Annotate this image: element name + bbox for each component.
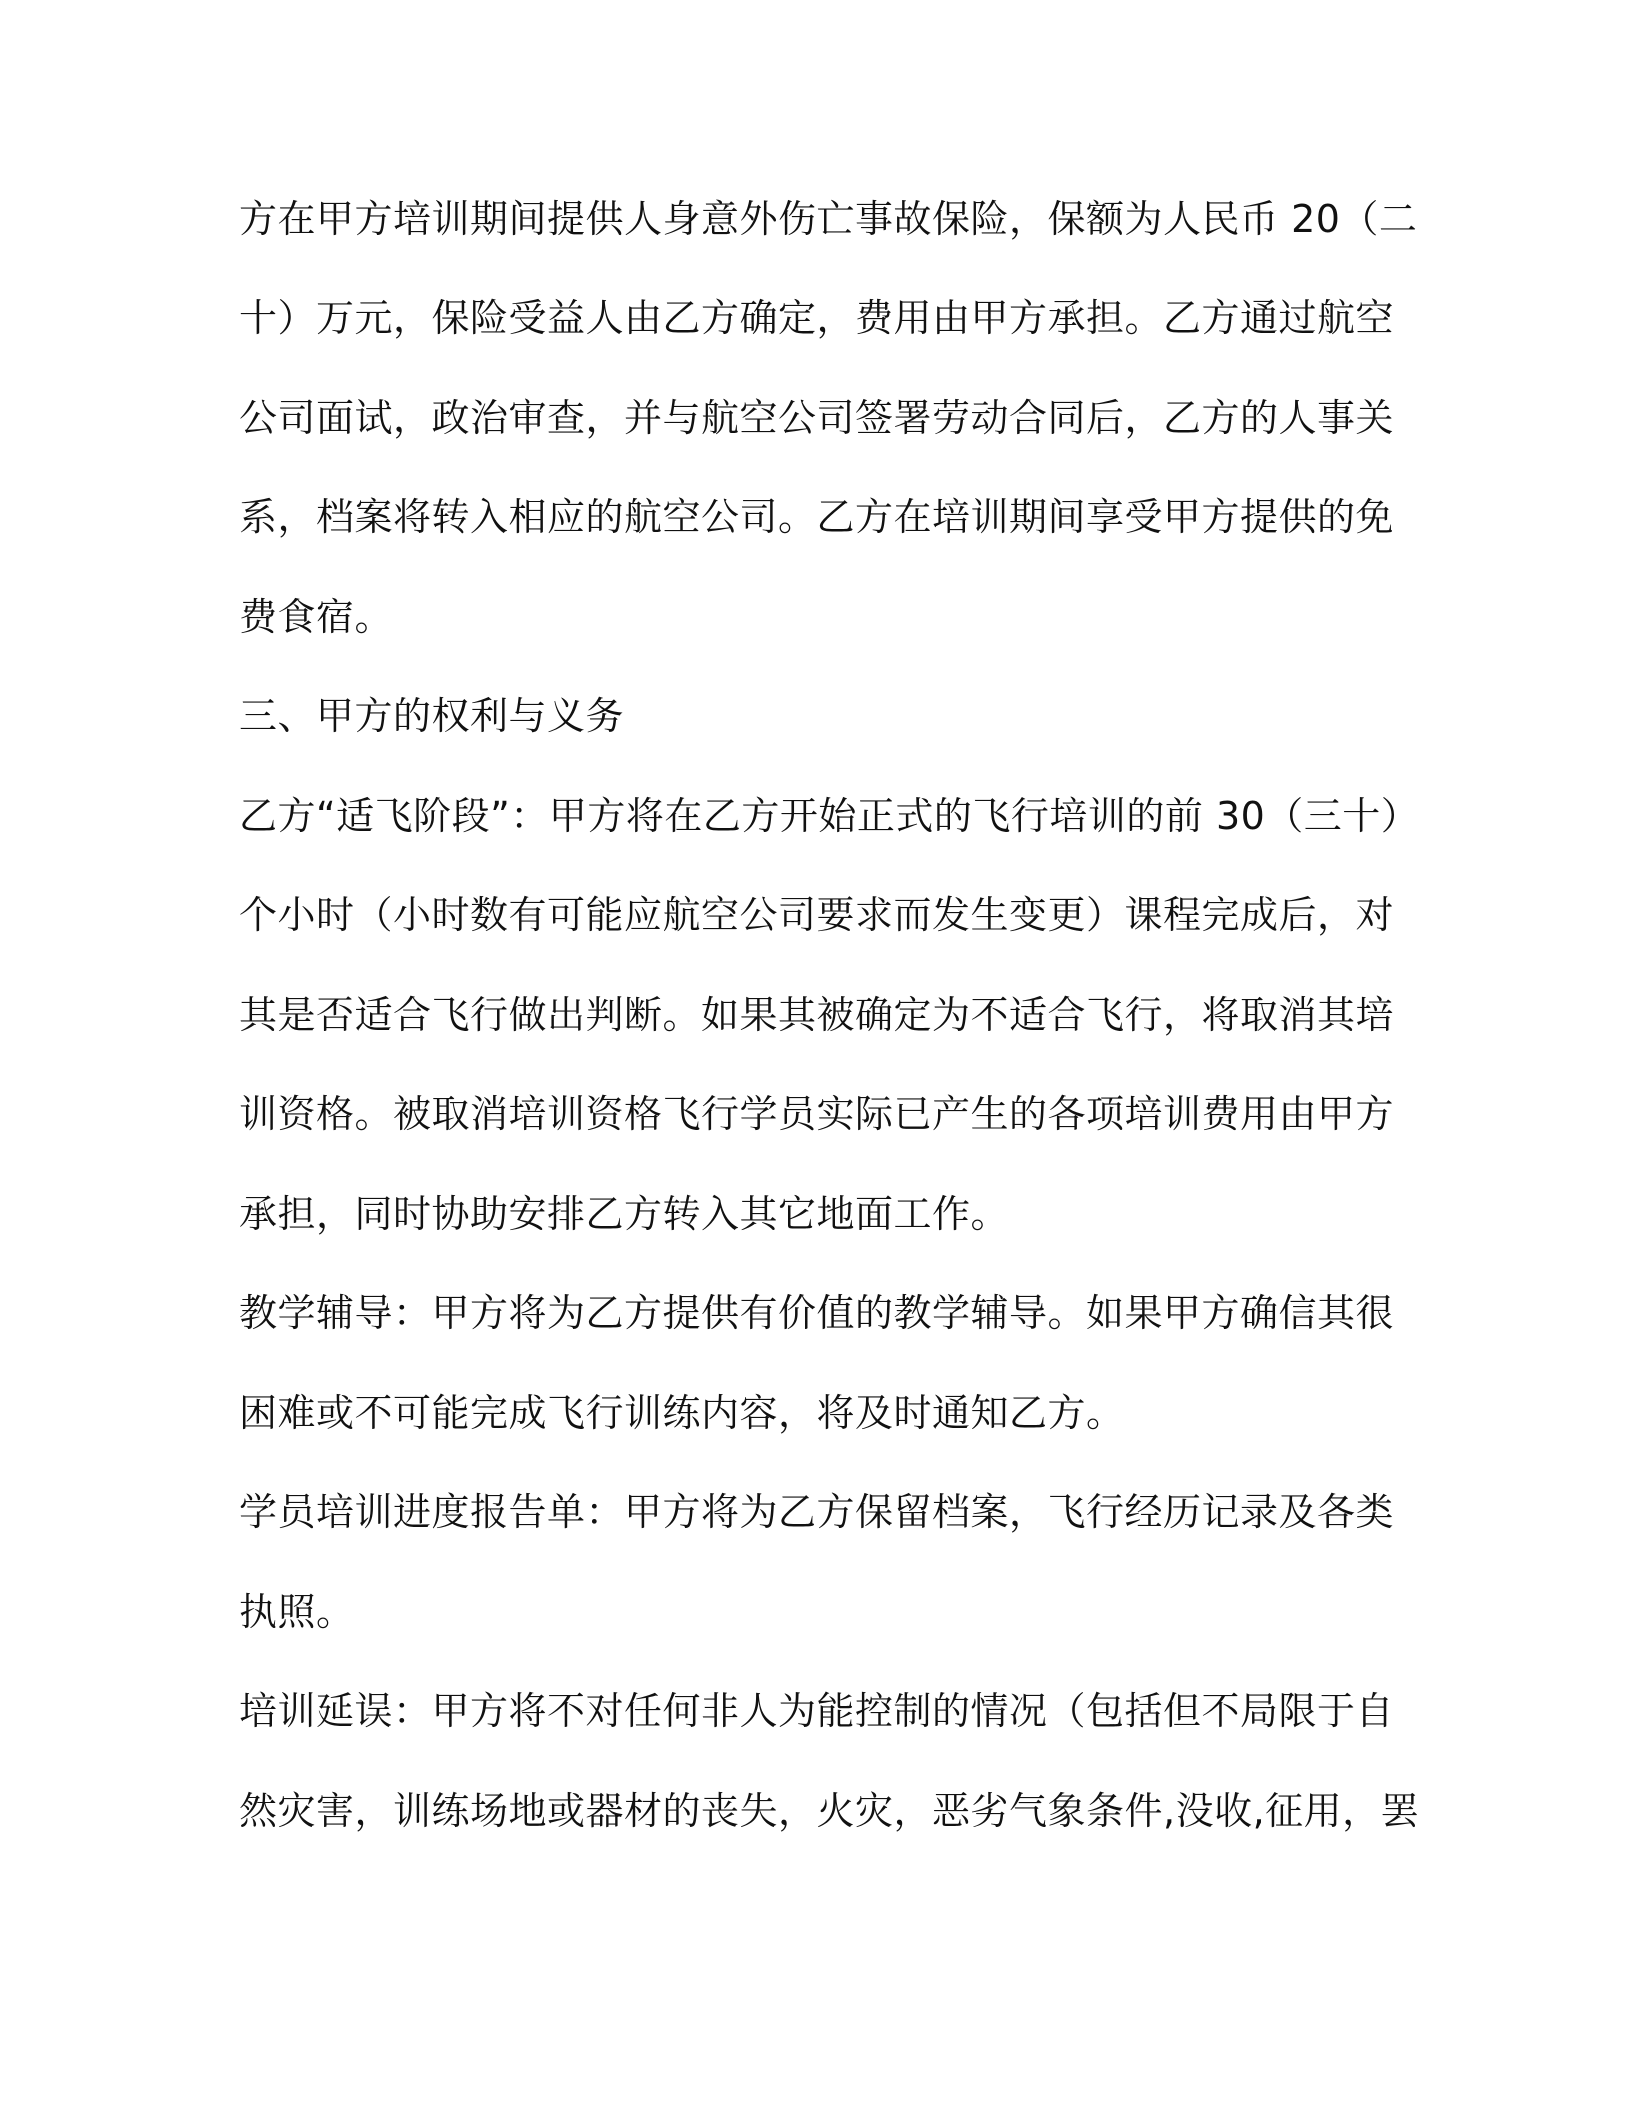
text-line: 执照。 [239,1590,355,1634]
text-line: 个小时（小时数有可能应航空公司要求而发生变更）课程完成后，对 [239,893,1395,937]
section-heading: 三、甲方的权利与义务 [239,694,625,738]
text-line: 乙方“适飞阶段”：甲方将在乙方开始正式的飞行培训的前 30（三十） [239,794,1420,838]
text-line: 费食宿。 [239,595,394,639]
text-line: 培训延误：甲方将不对任何非人为能控制的情况（包括但不局限于自 [239,1689,1395,1733]
text-line: 然灾害，训练场地或器材的丧失，火灾，恶劣气象条件,没收,征用，罢 [239,1789,1420,1833]
text-line: 其是否适合飞行做出判断。如果其被确定为不适合飞行，将取消其培 [239,993,1395,1037]
text-line: 学员培训进度报告单：甲方将为乙方保留档案，飞行经历记录及各类 [239,1490,1395,1534]
text-line: 十）万元，保险受益人由乙方确定，费用由甲方承担。乙方通过航空 [239,296,1395,340]
text-line: 公司面试，政治审查，并与航空公司签署劳动合同后，乙方的人事关 [239,396,1395,440]
text-line: 系，档案将转入相应的航空公司。乙方在培训期间享受甲方提供的免 [239,495,1395,539]
text-line: 教学辅导：甲方将为乙方提供有价值的教学辅导。如果甲方确信其很 [239,1291,1395,1335]
text-line: 方在甲方培训期间提供人身意外伤亡事故保险，保额为人民币 20（二 [239,197,1418,241]
text-line: 承担，同时协助安排乙方转入其它地面工作。 [239,1192,1010,1236]
text-line: 困难或不可能完成飞行训练内容，将及时通知乙方。 [239,1391,1125,1435]
text-line: 训资格。被取消培训资格飞行学员实际已产生的各项培训费用由甲方 [239,1092,1395,1136]
